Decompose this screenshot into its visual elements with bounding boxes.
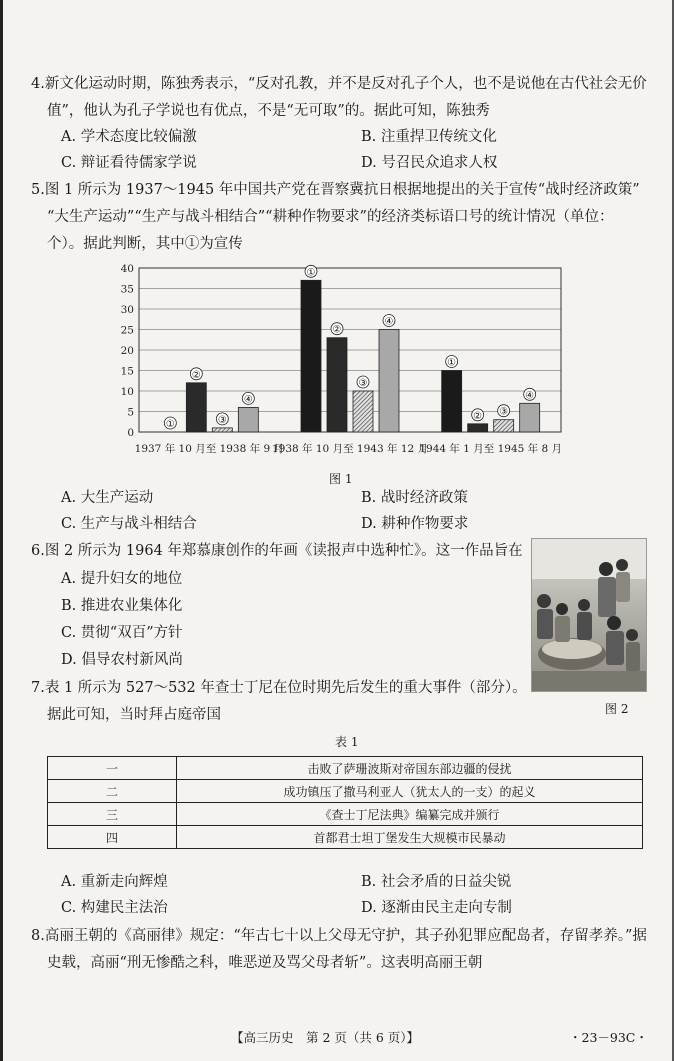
- bar-series-label: ②: [191, 369, 201, 381]
- bar-series-label: ①: [447, 357, 457, 369]
- y-tick-label: 35: [120, 283, 134, 296]
- bar-series-label: ②: [332, 324, 342, 336]
- bar-series-label: ②: [473, 410, 483, 422]
- bar-series-label: ④: [384, 316, 394, 328]
- table-cell-num: 三: [48, 803, 177, 826]
- table-cell-event: 《查士丁尼法典》编纂完成并颁行: [177, 803, 643, 826]
- table-row: [48, 803, 643, 826]
- y-tick-label: 25: [120, 324, 134, 337]
- y-tick-label: 40: [120, 263, 134, 275]
- q7-stem-line2: 据此可知，当时拜占庭帝国: [47, 707, 221, 723]
- table-row: [48, 826, 643, 849]
- bar: [379, 330, 399, 433]
- bar-series-label: ①: [165, 419, 175, 430]
- q7-stem-line1: 7.表 1 所示为 527～532 年查士丁尼在位时期先后发生的重大事件（部分）。: [31, 680, 527, 696]
- q5-option-b[interactable]: B. 战时经济政策: [361, 490, 468, 506]
- q6-option-c[interactable]: C. 贯彻“双百”方针: [61, 625, 183, 641]
- table-cell-event: 击败了萨珊波斯对帝国东部边疆的侵扰: [177, 757, 643, 780]
- y-tick-label: 10: [120, 386, 134, 398]
- figure2-caption: 图 2: [605, 702, 629, 716]
- footer-code: ・23－93C・: [569, 1030, 648, 1045]
- bar: [327, 338, 347, 432]
- q4-stem-line1: 4.新文化运动时期，陈独秀表示，“反对孔教，并不是反对孔子个人，也不是说他在古代社会无价: [31, 76, 647, 92]
- q7-option-a[interactable]: A. 重新走向辉煌: [61, 874, 168, 890]
- q6-stem-line1: 6.图 2 所示为 1964 年郑慕康创作的年画《读报声中选种忙》。这一作品旨在: [31, 543, 523, 559]
- figure2-painting: [531, 538, 647, 692]
- q7-option-c[interactable]: C. 构建民主法治: [61, 900, 168, 916]
- bar-series-label: ③: [358, 378, 368, 389]
- x-category-label: 1937 年 10 月至 1938 年 9 月: [134, 443, 285, 455]
- q5-option-d[interactable]: D. 耕种作物要求: [361, 516, 469, 532]
- table-cell-num: 一: [48, 757, 177, 780]
- bar-series-label: ④: [243, 394, 253, 406]
- y-tick-label: 30: [120, 304, 134, 316]
- q7-option-d[interactable]: D. 逐渐由民主走向专制: [361, 900, 512, 916]
- figure1-bar-chart: [111, 258, 571, 458]
- bar: [442, 371, 462, 433]
- q4-option-d[interactable]: D. 号召民众追求人权: [361, 155, 498, 171]
- q4-stem-line2: 值”，他认为孔子学说也有优点，不是“无可取”的。据此可知，陈独秀: [47, 103, 490, 119]
- table-cell-num: 四: [48, 826, 177, 849]
- table-cell-event: 成功镇压了撒马利亚人（犹太人的一支）的起义: [177, 780, 643, 803]
- bar-series-label: ①: [306, 267, 316, 279]
- footer-page-info: 【高三历史 第 2 页（共 6 页）】: [231, 1030, 420, 1045]
- q5-stem-line2: “大生产运动”“生产与战斗相结合”“耕种作物要求”的经济类标语口号的统计情况（单位：: [47, 209, 614, 225]
- y-tick-label: 15: [120, 365, 134, 378]
- q8-stem-line1: 8.高丽王朝的《高丽律》规定：“年古七十以上父母无守护，其子孙犯罪应配岛者，存留孝养。”据: [31, 928, 647, 944]
- q5-stem-line3: 个）。据此判断，其中①为宣传: [47, 236, 243, 252]
- q5-option-c[interactable]: C. 生产与战斗相结合: [61, 516, 197, 532]
- bar: [468, 424, 488, 432]
- bar-series-label: ③: [499, 406, 509, 418]
- q6-option-a[interactable]: A. 提升妇女的地位: [61, 571, 183, 587]
- table1-caption: 表 1: [335, 735, 359, 749]
- x-category-label: 1938 年 10 月至 1943 年 12 月: [271, 443, 429, 455]
- bar-series-label: ④: [525, 390, 535, 402]
- x-category-label: 1944 年 1 月至 1945 年 8 月: [419, 443, 563, 455]
- table-row: [48, 757, 643, 780]
- bar-series-label: ③: [217, 414, 227, 426]
- q7-option-b[interactable]: B. 社会矛盾的日益尖锐: [361, 874, 512, 890]
- y-tick-label: 0: [127, 427, 134, 439]
- bar: [353, 391, 373, 432]
- q4-option-c[interactable]: C. 辩证看待儒家学说: [61, 155, 197, 171]
- bar: [212, 428, 232, 432]
- q8-stem-line2: 史载，高丽“刑无惨酷之科，唯恶逆及骂父母者斩”。这表明高丽王朝: [47, 955, 483, 971]
- figure1-caption: 图 1: [329, 472, 353, 486]
- table-cell-num: 二: [48, 780, 177, 803]
- bar: [301, 280, 321, 432]
- q5-option-a[interactable]: A. 大生产运动: [61, 490, 154, 506]
- q5-stem-line1: 5.图 1 所示为 1937～1945 年中国共产党在晋察冀抗日根据地提出的关于宣传“战时经济政策”: [31, 182, 640, 198]
- q6-option-b[interactable]: B. 推进农业集体化: [61, 598, 183, 614]
- bar: [186, 383, 206, 432]
- table-cell-event: 首都君士坦丁堡发生大规模市民暴动: [177, 826, 643, 849]
- q4-option-b[interactable]: B. 注重捍卫传统文化: [361, 129, 497, 145]
- y-tick-label: 5: [127, 406, 134, 419]
- bar: [238, 407, 258, 432]
- q6-option-d[interactable]: D. 倡导农村新风尚: [61, 652, 183, 668]
- bar: [520, 403, 540, 432]
- table-row: [48, 780, 643, 803]
- q4-option-a[interactable]: A. 学术态度比较偏激: [61, 129, 197, 145]
- y-tick-label: 20: [120, 345, 134, 357]
- table1-events: [47, 756, 643, 849]
- bar: [494, 420, 514, 432]
